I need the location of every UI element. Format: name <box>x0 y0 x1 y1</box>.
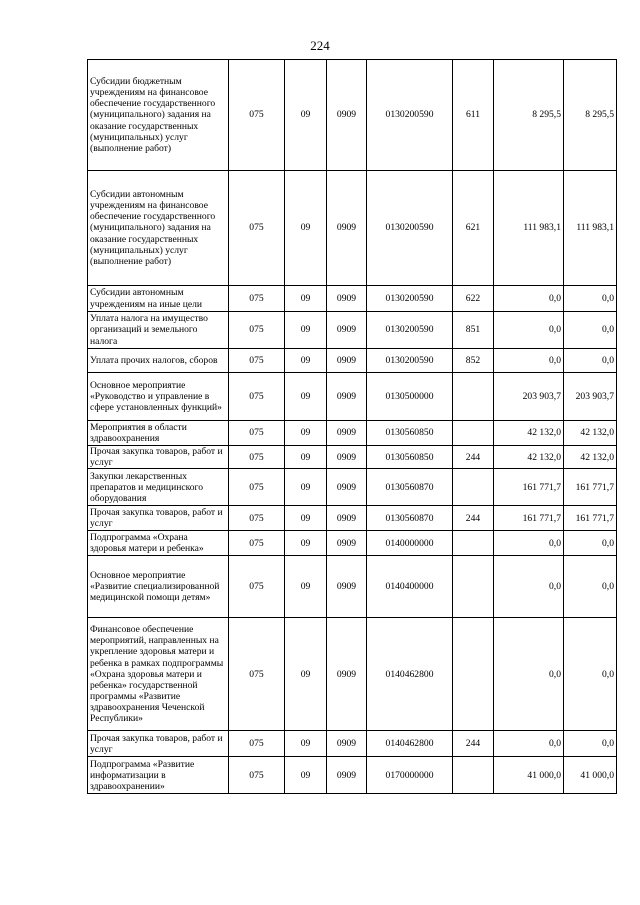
ved-code: 075 <box>229 312 285 349</box>
expense-type-code: 622 <box>453 286 494 312</box>
expense-type-code: 244 <box>453 446 494 469</box>
target-article-code: 0130200590 <box>367 60 453 171</box>
row-name: Субсидии автономным учреждениям на финансовое обеспечение государственного (муниципального) задания на оказание государственных (муниципальных) услуг (выполнение работ) <box>88 171 229 286</box>
sum-year-2: 0,0 <box>564 731 617 757</box>
row-name: Основное мероприятие «Развитие специализированной медицинской помощи детям» <box>88 556 229 618</box>
expense-type-code: 621 <box>453 171 494 286</box>
sum-year-2: 111 983,1 <box>564 171 617 286</box>
row-name: Подпрограмма «Развитие информатизации в здравоохранении» <box>88 757 229 794</box>
ved-code: 075 <box>229 421 285 446</box>
table-row <box>88 506 617 531</box>
sum-year-1: 0,0 <box>494 349 564 373</box>
table-row <box>88 531 617 556</box>
section-code: 09 <box>285 60 327 171</box>
target-article-code: 0130200590 <box>367 171 453 286</box>
table-row <box>88 757 617 794</box>
target-article-code: 0170000000 <box>367 757 453 794</box>
row-name: Уплата прочих налогов, сборов <box>88 349 229 373</box>
section-code: 09 <box>285 731 327 757</box>
target-article-code: 0140400000 <box>367 556 453 618</box>
row-name: Основное мероприятие «Руководство и управление в сфере установленных функций» <box>88 373 229 421</box>
target-article-code: 0130200590 <box>367 349 453 373</box>
expense-type-code: 244 <box>453 506 494 531</box>
row-name: Уплата налога на имущество организаций и земельного налога <box>88 312 229 349</box>
section-code: 09 <box>285 421 327 446</box>
sum-year-1: 0,0 <box>494 731 564 757</box>
sum-year-2: 41 000,0 <box>564 757 617 794</box>
section-code: 09 <box>285 757 327 794</box>
sum-year-2: 0,0 <box>564 531 617 556</box>
table-row <box>88 349 617 373</box>
ved-code: 075 <box>229 469 285 506</box>
table-row <box>88 731 617 757</box>
target-article-code: 0140462800 <box>367 618 453 731</box>
sum-year-2: 0,0 <box>564 312 617 349</box>
expense-type-code <box>453 757 494 794</box>
subsection-code: 0909 <box>327 286 367 312</box>
sum-year-1: 161 771,7 <box>494 506 564 531</box>
row-name: Прочая закупка товаров, работ и услуг <box>88 506 229 531</box>
budget-table <box>87 59 617 794</box>
subsection-code: 0909 <box>327 731 367 757</box>
subsection-code: 0909 <box>327 469 367 506</box>
table-row <box>88 556 617 618</box>
ved-code: 075 <box>229 618 285 731</box>
section-code: 09 <box>285 446 327 469</box>
target-article-code: 0130200590 <box>367 286 453 312</box>
sum-year-2: 0,0 <box>564 349 617 373</box>
ved-code: 075 <box>229 506 285 531</box>
subsection-code: 0909 <box>327 446 367 469</box>
sum-year-2: 161 771,7 <box>564 469 617 506</box>
subsection-code: 0909 <box>327 421 367 446</box>
section-code: 09 <box>285 556 327 618</box>
ved-code: 075 <box>229 373 285 421</box>
expense-type-code <box>453 556 494 618</box>
expense-type-code <box>453 618 494 731</box>
subsection-code: 0909 <box>327 349 367 373</box>
subsection-code: 0909 <box>327 618 367 731</box>
section-code: 09 <box>285 506 327 531</box>
target-article-code: 0130560850 <box>367 421 453 446</box>
sum-year-2: 8 295,5 <box>564 60 617 171</box>
target-article-code: 0140462800 <box>367 731 453 757</box>
target-article-code: 0130500000 <box>367 373 453 421</box>
subsection-code: 0909 <box>327 60 367 171</box>
sum-year-1: 42 132,0 <box>494 421 564 446</box>
sum-year-1: 0,0 <box>494 312 564 349</box>
subsection-code: 0909 <box>327 312 367 349</box>
sum-year-2: 42 132,0 <box>564 446 617 469</box>
sum-year-1: 42 132,0 <box>494 446 564 469</box>
expense-type-code <box>453 531 494 556</box>
section-code: 09 <box>285 286 327 312</box>
section-code: 09 <box>285 373 327 421</box>
page-number: 224 <box>310 38 330 53</box>
section-code: 09 <box>285 618 327 731</box>
table-row <box>88 446 617 469</box>
ved-code: 075 <box>229 171 285 286</box>
expense-type-code <box>453 469 494 506</box>
table-row <box>88 171 617 286</box>
ved-code: 075 <box>229 286 285 312</box>
row-name: Прочая закупка товаров, работ и услуг <box>88 731 229 757</box>
sum-year-1: 0,0 <box>494 556 564 618</box>
sum-year-1: 41 000,0 <box>494 757 564 794</box>
subsection-code: 0909 <box>327 531 367 556</box>
table-row <box>88 469 617 506</box>
budget-table-body <box>88 60 617 794</box>
sum-year-2: 203 903,7 <box>564 373 617 421</box>
table-row <box>88 60 617 171</box>
expense-type-code: 611 <box>453 60 494 171</box>
target-article-code: 0140000000 <box>367 531 453 556</box>
sum-year-2: 42 132,0 <box>564 421 617 446</box>
row-name: Субсидии бюджетным учреждениям на финансовое обеспечение государственного (муниципального) задания на оказание государственных (муниципальных) услуг (выполнение работ) <box>88 60 229 171</box>
sum-year-1: 0,0 <box>494 286 564 312</box>
section-code: 09 <box>285 312 327 349</box>
target-article-code: 0130200590 <box>367 312 453 349</box>
table-row <box>88 286 617 312</box>
subsection-code: 0909 <box>327 757 367 794</box>
table-row <box>88 421 617 446</box>
subsection-code: 0909 <box>327 373 367 421</box>
sum-year-2: 161 771,7 <box>564 506 617 531</box>
expense-type-code: 244 <box>453 731 494 757</box>
sum-year-2: 0,0 <box>564 618 617 731</box>
ved-code: 075 <box>229 757 285 794</box>
row-name: Финансовое обеспечение мероприятий, направленных на укрепление здоровья матери и ребенка в рамках подпрограммы «Охрана здоровья матери и ребенка» государственной программы «Развитие здравоохранения Чеченской Республики» <box>88 618 229 731</box>
sum-year-1: 161 771,7 <box>494 469 564 506</box>
section-code: 09 <box>285 171 327 286</box>
ved-code: 075 <box>229 349 285 373</box>
sum-year-1: 0,0 <box>494 618 564 731</box>
sum-year-2: 0,0 <box>564 286 617 312</box>
expense-type-code <box>453 421 494 446</box>
row-name: Субсидии автономным учреждениям на иные цели <box>88 286 229 312</box>
target-article-code: 0130560870 <box>367 506 453 531</box>
ved-code: 075 <box>229 731 285 757</box>
expense-type-code <box>453 373 494 421</box>
sum-year-2: 0,0 <box>564 556 617 618</box>
subsection-code: 0909 <box>327 171 367 286</box>
table-row <box>88 373 617 421</box>
subsection-code: 0909 <box>327 556 367 618</box>
row-name: Подпрограмма «Охрана здоровья матери и ребенка» <box>88 531 229 556</box>
ved-code: 075 <box>229 556 285 618</box>
ved-code: 075 <box>229 60 285 171</box>
subsection-code: 0909 <box>327 506 367 531</box>
section-code: 09 <box>285 531 327 556</box>
expense-type-code: 852 <box>453 349 494 373</box>
row-name: Закупки лекарственных препаратов и медицинского оборудования <box>88 469 229 506</box>
table-row <box>88 618 617 731</box>
ved-code: 075 <box>229 446 285 469</box>
sum-year-1: 8 295,5 <box>494 60 564 171</box>
row-name: Мероприятия в области здравоохранения <box>88 421 229 446</box>
table-row <box>88 312 617 349</box>
sum-year-1: 203 903,7 <box>494 373 564 421</box>
expense-type-code: 851 <box>453 312 494 349</box>
sum-year-1: 111 983,1 <box>494 171 564 286</box>
target-article-code: 0130560850 <box>367 446 453 469</box>
target-article-code: 0130560870 <box>367 469 453 506</box>
row-name: Прочая закупка товаров, работ и услуг <box>88 446 229 469</box>
ved-code: 075 <box>229 531 285 556</box>
sum-year-1: 0,0 <box>494 531 564 556</box>
section-code: 09 <box>285 469 327 506</box>
section-code: 09 <box>285 349 327 373</box>
